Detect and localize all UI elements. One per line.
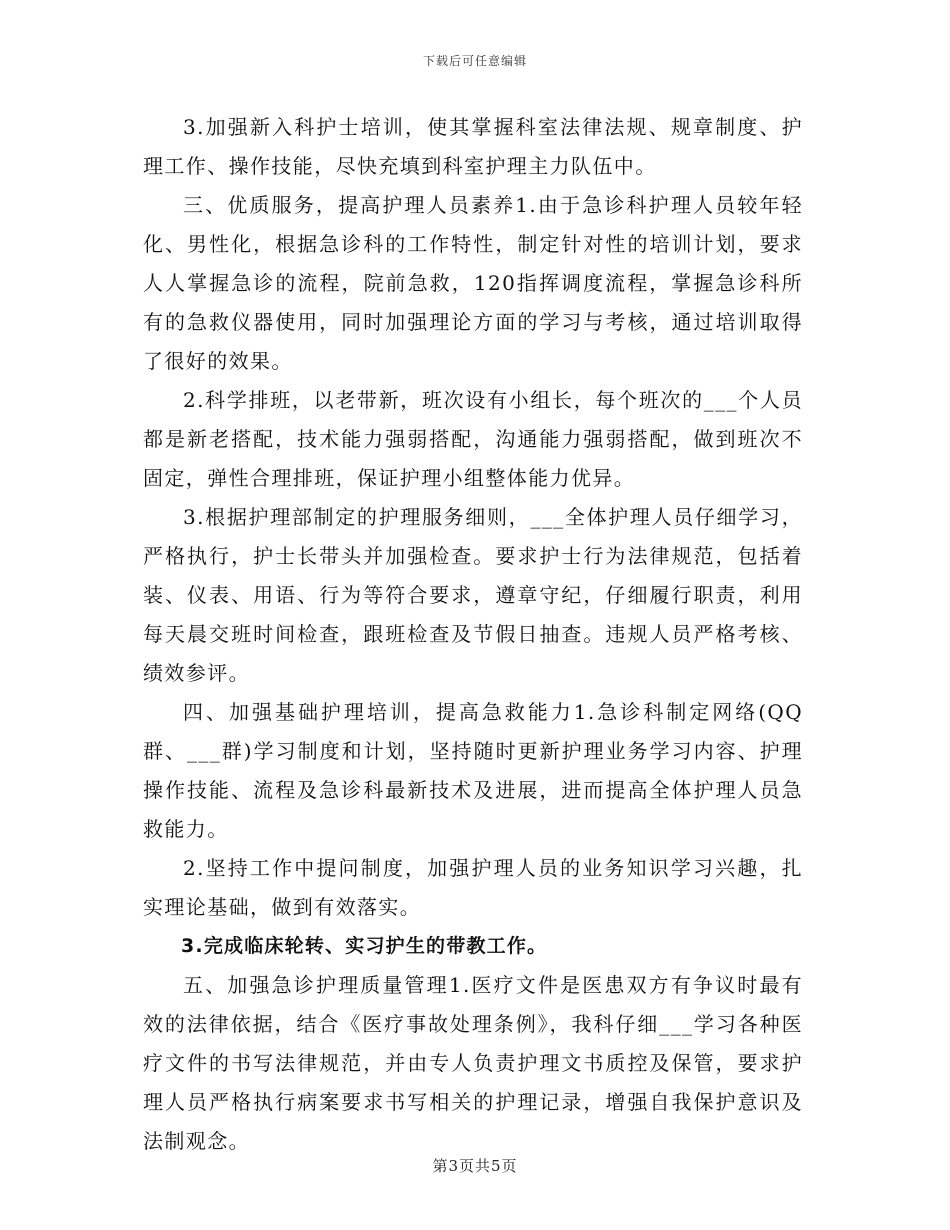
paragraph-quality-management: 五、加强急诊护理质量管理1.医疗文件是医患双方有争议时最有效的法律依据，结合《医疗事故处理条例》，我科仔细___学习各种医疗文件的书写法律规范，并由专人负责护理文书质控及保管，要求护理人员严格执行病案要求书写相关的护理记录，增强自我保护意识及法制观念。 (143, 973, 803, 1153)
paragraph-quality-service: 三、优质服务，提高护理人员素养1.由于急诊科护理人员较年轻化、男性化，根据急诊科的工作特性，制定针对性的培训计划，要求人人掌握急诊的流程，院前急救，120指挥调度流程，掌握急诊科所有的急救仪器使用，同时加强理论方面的学习与考核，通过培训取得了很好的效果。 (143, 193, 803, 373)
paragraph-basic-training: 四、加强基础护理培训，提高急救能力1.急诊科制定网络(QQ群、___群)学习制度和计划，坚持随时更新护理业务学习内容、护理操作技能、流程及急诊科最新技术及进展，进而提高全体护理人员急救能力。 (143, 700, 803, 841)
header-note: 下载后可任意编辑 (422, 54, 527, 68)
paragraph-teaching-work: 3.完成临床轮转、实习护生的带教工作。 (181, 935, 548, 957)
paragraph-questioning-system: 2.坚持工作中提问制度，加强护理人员的业务知识学习兴趣，扎实理论基础，做到有效落实。 (143, 856, 803, 919)
paragraph-service-rules: 3.根据护理部制定的护理服务细则，___全体护理人员仔细学习，严格执行，护士长带头并加强检查。要求护士行为法律规范，包括着装、仪表、用语、行为等符合要求，遵章守纪，仔细履行职责，利用每天晨交班时间检查，跟班检查及节假日抽查。违规人员严格考核、绩效参评。 (143, 505, 803, 685)
paragraph-scheduling: 2.科学排班，以老带新，班次设有小组长，每个班次的___个人员都是新老搭配，技术能力强弱搭配，沟通能力强弱搭配，做到班次不固定，弹性合理排班，保证护理小组整体能力优异。 (143, 388, 803, 490)
document-body (143, 108, 803, 1161)
page-number: 第3页共5页 (432, 1157, 518, 1175)
paragraph-newcomer-training: 3.加强新入科护士培训，使其掌握科室法律法规、规章制度、护理工作、操作技能，尽快充填到科室护理主力队伍中。 (143, 115, 803, 178)
